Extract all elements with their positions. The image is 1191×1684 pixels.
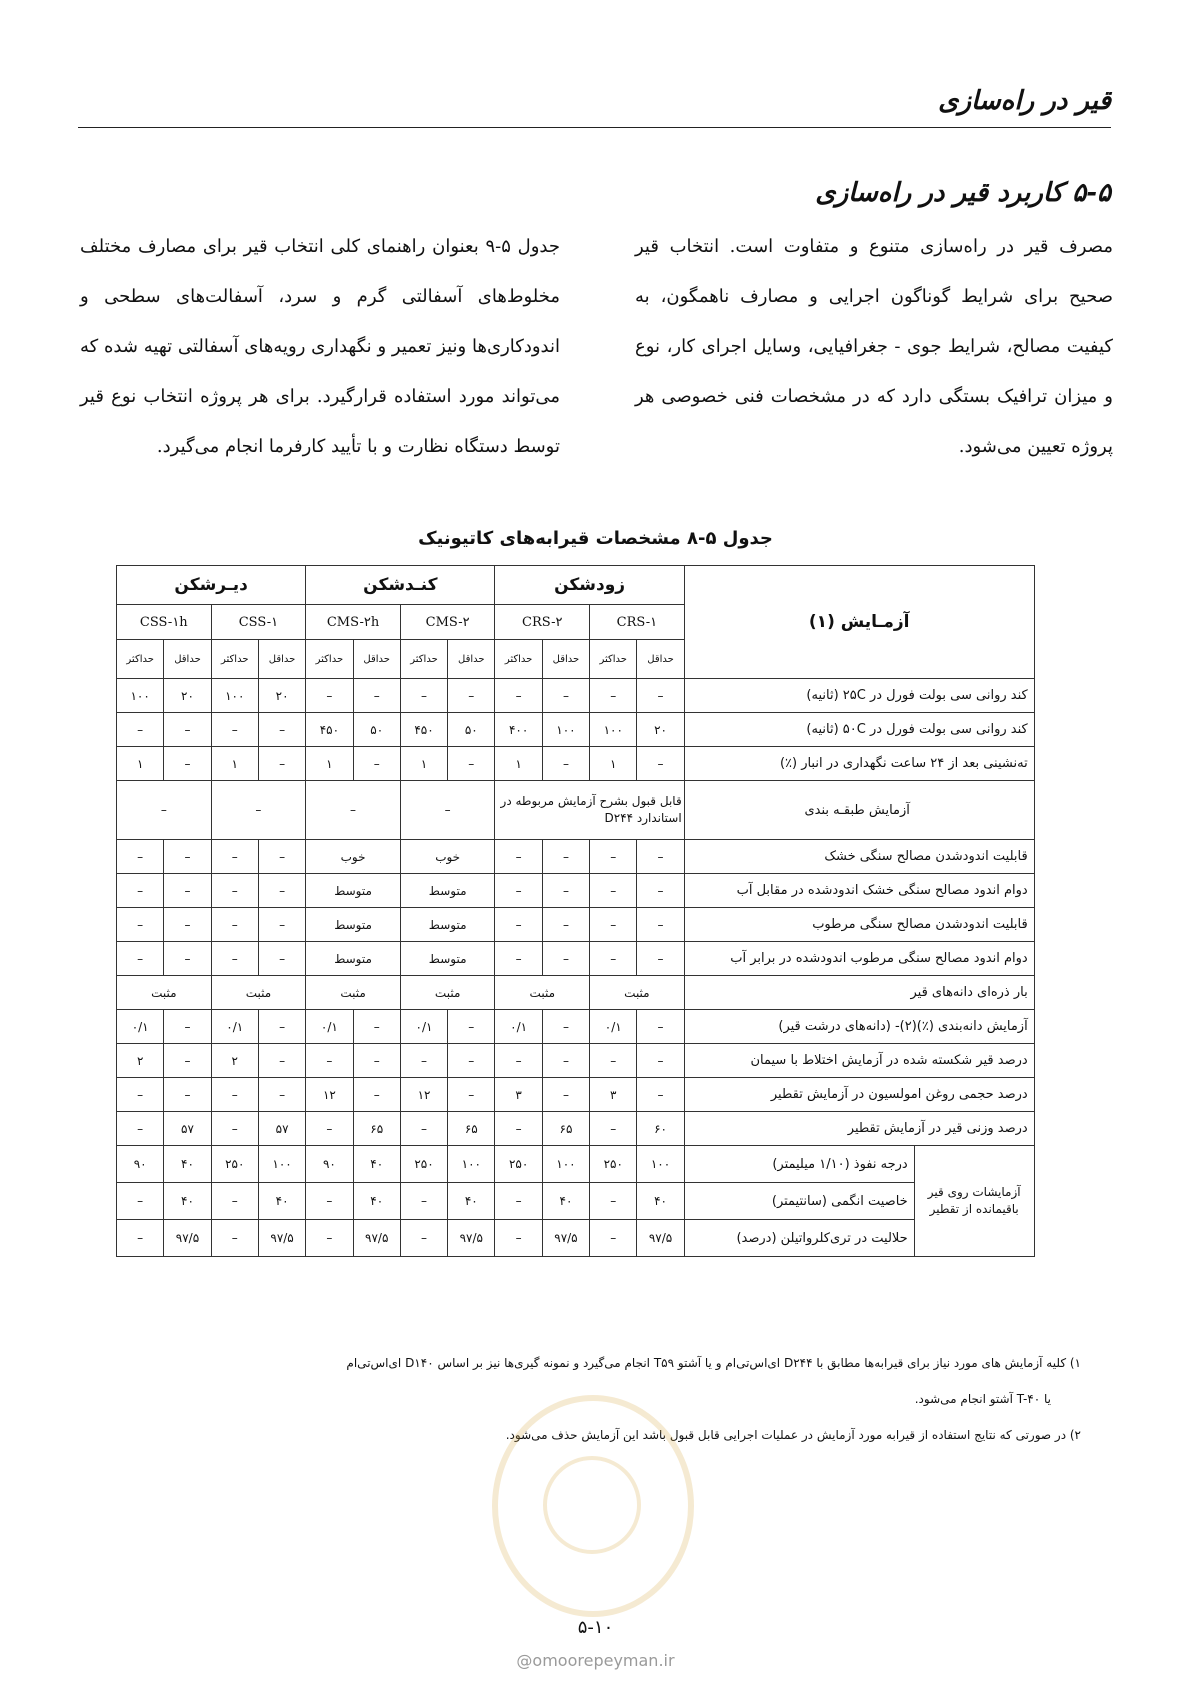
- value-cell: –: [495, 1183, 542, 1220]
- max-header: حداکثر: [211, 640, 258, 679]
- value-cell: ۴۰: [164, 1146, 211, 1183]
- value-cell: –: [542, 679, 589, 713]
- value-cell: –: [637, 874, 684, 908]
- table-row: [117, 713, 1035, 747]
- value-cell: ۴۰۰: [495, 713, 542, 747]
- value-cell: –: [211, 1183, 258, 1220]
- particle-charge-cell: مثبت: [400, 976, 495, 1010]
- value-cell: ۶۵: [542, 1112, 589, 1146]
- value-cell: ۰/۱: [590, 1010, 637, 1044]
- value-cell: متوسط: [306, 874, 401, 908]
- merged-cell: –: [117, 781, 212, 840]
- value-cell: خوب: [400, 840, 495, 874]
- table-row: [117, 747, 1035, 781]
- header-row-groups: [117, 566, 1035, 605]
- value-cell: –: [495, 840, 542, 874]
- value-cell: ۱۰۰: [448, 1146, 495, 1183]
- value-cell: ۵۷: [164, 1112, 211, 1146]
- value-cell: ۹۷/۵: [448, 1220, 495, 1257]
- row-label: کند روانی سی بولت فورل در ۲۵C (ثانیه): [684, 679, 1034, 713]
- value-cell: –: [258, 874, 305, 908]
- particle-charge-cell: مثبت: [495, 976, 590, 1010]
- value-cell: –: [306, 1183, 353, 1220]
- value-cell: –: [353, 1044, 400, 1078]
- value-cell: ۲۰: [258, 679, 305, 713]
- value-cell: –: [542, 908, 589, 942]
- footnote-2: ۲) در صورتی که نتایج استفاده از قیرابه مورد آزمایش در عملیات اجرایی قابل قبول باشد این آزمایش حذف می‌شود.: [505, 1428, 1081, 1442]
- row-label: قابلیت اندودشدن مصالح سنگی خشک: [684, 840, 1034, 874]
- value-cell: –: [590, 908, 637, 942]
- paragraph-left: جدول ۵-۹ بعنوان راهنمای کلی انتخاب قیر برای مصارف مختلف مخلوط‌های آسفالتی گرم و سرد، آسفالت‌های سطحی و اندودکاری‌ها ونیز تعمیر و نگهداری رویه‌های آسفالتی تهیه شده که می‌تواند مورد استفاده قرارگیرد. برای هر پروژه انتخاب نوع قیر توسط دستگاه نظارت و با تأیید کارفرما انجام می‌گیرد.: [80, 236, 560, 457]
- group-header: دیـرشکن: [117, 566, 306, 605]
- residue-row: [117, 1183, 1035, 1220]
- row-label: قابلیت اندودشدن مصالح سنگی مرطوب: [684, 908, 1034, 942]
- merged-cell: قابل قبول بشرح آزمایش مربوطه در استاندارد D۲۴۴: [495, 781, 684, 840]
- value-cell: ۰/۱: [495, 1010, 542, 1044]
- value-cell: ۲۵۰: [211, 1146, 258, 1183]
- value-cell: –: [495, 874, 542, 908]
- row-label: آزمایش دانه‌بندی (٪)(۲)- (دانه‌های درشت قیر): [684, 1010, 1034, 1044]
- row-label: دوام اندود مصالح سنگی خشک اندودشده در مقابل آب: [684, 874, 1034, 908]
- value-cell: –: [637, 1010, 684, 1044]
- value-cell: –: [542, 1010, 589, 1044]
- watermark-url: @omoorepeyman.ir: [516, 1651, 675, 1670]
- emulsion-type-header: CSS-۱: [211, 605, 306, 640]
- cationic-emulsion-spec-table: [116, 565, 1035, 1257]
- group-header: کنـدشکن: [306, 566, 495, 605]
- table-row: [117, 1010, 1035, 1044]
- value-cell: ۱: [590, 747, 637, 781]
- row-label: دوام اندود مصالح سنگی مرطوب اندودشده در برابر آب: [684, 942, 1034, 976]
- value-cell: –: [637, 840, 684, 874]
- value-cell: –: [637, 747, 684, 781]
- value-cell: ۹۷/۵: [164, 1220, 211, 1257]
- value-cell: ۴۰: [258, 1183, 305, 1220]
- min-header: حداقل: [542, 640, 589, 679]
- max-header: حداکثر: [590, 640, 637, 679]
- value-cell: –: [117, 874, 164, 908]
- value-cell: –: [495, 908, 542, 942]
- value-cell: ۰/۱: [306, 1010, 353, 1044]
- value-cell: ۱۰۰: [542, 1146, 589, 1183]
- value-cell: ۶۵: [353, 1112, 400, 1146]
- value-cell: خوب: [306, 840, 401, 874]
- max-header: حداکثر: [495, 640, 542, 679]
- value-cell: –: [400, 679, 447, 713]
- value-cell: –: [542, 874, 589, 908]
- value-cell: –: [448, 1010, 495, 1044]
- value-cell: ۲۰: [637, 713, 684, 747]
- value-cell: –: [353, 679, 400, 713]
- value-cell: ۴۰: [164, 1183, 211, 1220]
- merged-cell: –: [306, 781, 401, 840]
- value-cell: –: [353, 1010, 400, 1044]
- table-row: [117, 679, 1035, 713]
- value-cell: –: [590, 1183, 637, 1220]
- value-cell: –: [353, 1078, 400, 1112]
- table-row: [117, 1044, 1035, 1078]
- value-cell: –: [258, 747, 305, 781]
- residue-group-label: آزمایشات روی قیر باقیمانده از تقطیر: [914, 1146, 1034, 1257]
- value-cell: –: [211, 1112, 258, 1146]
- value-cell: –: [211, 840, 258, 874]
- value-cell: –: [448, 1044, 495, 1078]
- section-title: ۵-۵ کاربرد قیر در راه‌سازی: [815, 178, 1111, 208]
- value-cell: ۱: [400, 747, 447, 781]
- row-label: درجه نفوذ (۱/۱۰ میلیمتر): [684, 1146, 914, 1183]
- value-cell: ۰/۱: [400, 1010, 447, 1044]
- value-cell: –: [117, 1112, 164, 1146]
- value-cell: –: [117, 942, 164, 976]
- value-cell: متوسط: [306, 942, 401, 976]
- value-cell: ۳: [590, 1078, 637, 1112]
- emulsion-type-header: CMS-۲: [400, 605, 495, 640]
- value-cell: –: [306, 679, 353, 713]
- value-cell: –: [164, 840, 211, 874]
- value-cell: –: [542, 747, 589, 781]
- value-cell: ۱: [117, 747, 164, 781]
- value-cell: –: [211, 1078, 258, 1112]
- value-cell: –: [542, 942, 589, 976]
- table-row: [117, 781, 1035, 840]
- min-header: حداقل: [164, 640, 211, 679]
- value-cell: ۲۰: [164, 679, 211, 713]
- table-row: [117, 1112, 1035, 1146]
- value-cell: –: [211, 874, 258, 908]
- value-cell: ۹۷/۵: [637, 1220, 684, 1257]
- value-cell: –: [117, 1183, 164, 1220]
- value-cell: –: [164, 747, 211, 781]
- min-header: حداقل: [258, 640, 305, 679]
- value-cell: ۱۰۰: [258, 1146, 305, 1183]
- value-cell: ۲: [117, 1044, 164, 1078]
- row-label: کند روانی سی بولت فورل در ۵۰C (ثانیه): [684, 713, 1034, 747]
- row-label: درصد قیر شکسته شده در آزمایش اختلاط با سیمان: [684, 1044, 1034, 1078]
- value-cell: –: [353, 747, 400, 781]
- value-cell: –: [400, 1112, 447, 1146]
- value-cell: متوسط: [306, 908, 401, 942]
- value-cell: –: [164, 713, 211, 747]
- emulsion-type-header: CRS-۱: [590, 605, 685, 640]
- value-cell: ۹۰: [117, 1146, 164, 1183]
- value-cell: –: [495, 1220, 542, 1257]
- value-cell: ۵۰: [448, 713, 495, 747]
- merged-cell: –: [211, 781, 306, 840]
- value-cell: –: [637, 942, 684, 976]
- value-cell: –: [258, 908, 305, 942]
- value-cell: ۱: [495, 747, 542, 781]
- table-row: [117, 976, 1035, 1010]
- value-cell: –: [542, 840, 589, 874]
- watermark-seal-logo: [492, 1395, 694, 1617]
- value-cell: ۴۵۰: [400, 713, 447, 747]
- value-cell: –: [590, 679, 637, 713]
- value-cell: –: [258, 1010, 305, 1044]
- value-cell: –: [258, 1044, 305, 1078]
- value-cell: –: [258, 840, 305, 874]
- value-cell: –: [117, 713, 164, 747]
- value-cell: ۴۰: [353, 1183, 400, 1220]
- max-header: حداکثر: [117, 640, 164, 679]
- residue-row: [117, 1146, 1035, 1183]
- test-column-header: آزمـایش (۱): [684, 566, 1034, 679]
- value-cell: –: [495, 942, 542, 976]
- value-cell: ۴۰: [542, 1183, 589, 1220]
- value-cell: –: [542, 1078, 589, 1112]
- value-cell: –: [400, 1044, 447, 1078]
- value-cell: –: [637, 679, 684, 713]
- value-cell: ۹۰: [306, 1146, 353, 1183]
- value-cell: –: [306, 1220, 353, 1257]
- value-cell: –: [495, 679, 542, 713]
- value-cell: –: [495, 1044, 542, 1078]
- group-header: زودشکن: [495, 566, 684, 605]
- value-cell: –: [590, 874, 637, 908]
- value-cell: ۶۰: [637, 1112, 684, 1146]
- footnote-1-continued: یا T-۴۰ آشتو انجام می‌شود.: [914, 1392, 1051, 1406]
- row-label: بار ذره‌ای دانه‌های قیر: [684, 976, 1034, 1010]
- value-cell: ۵۰: [353, 713, 400, 747]
- value-cell: –: [117, 1220, 164, 1257]
- value-cell: –: [164, 1044, 211, 1078]
- value-cell: ۴۵۰: [306, 713, 353, 747]
- min-header: حداقل: [637, 640, 684, 679]
- row-label: آزمایش طبقـه بندی: [684, 781, 1034, 840]
- value-cell: ۱۰۰: [590, 713, 637, 747]
- table-row: [117, 908, 1035, 942]
- row-label: خاصیت انگمی (سانتیمتر): [684, 1183, 914, 1220]
- value-cell: ۱۰۰: [542, 713, 589, 747]
- value-cell: ۱۰۰: [211, 679, 258, 713]
- value-cell: –: [637, 1078, 684, 1112]
- min-header: حداقل: [353, 640, 400, 679]
- value-cell: ۳: [495, 1078, 542, 1112]
- table-caption: جدول ۵-۸ مشخصات قیرابه‌های کاتیونیک: [418, 528, 773, 549]
- value-cell: –: [590, 1044, 637, 1078]
- emulsion-type-header: CRS-۲: [495, 605, 590, 640]
- row-label: حلالیت در تری‌کلرواتیلن (درصد): [684, 1220, 914, 1257]
- min-header: حداقل: [448, 640, 495, 679]
- particle-charge-cell: مثبت: [117, 976, 212, 1010]
- value-cell: ۹۷/۵: [258, 1220, 305, 1257]
- table-row: [117, 874, 1035, 908]
- page-header-title: قیر در راه‌سازی: [938, 86, 1111, 116]
- value-cell: –: [590, 942, 637, 976]
- value-cell: –: [306, 1112, 353, 1146]
- value-cell: –: [211, 713, 258, 747]
- value-cell: ۱۲: [306, 1078, 353, 1112]
- value-cell: –: [164, 908, 211, 942]
- table-row: [117, 1078, 1035, 1112]
- max-header: حداکثر: [400, 640, 447, 679]
- value-cell: متوسط: [400, 874, 495, 908]
- value-cell: ۲: [211, 1044, 258, 1078]
- value-cell: –: [590, 840, 637, 874]
- value-cell: –: [306, 1044, 353, 1078]
- value-cell: ۰/۱: [211, 1010, 258, 1044]
- value-cell: –: [117, 840, 164, 874]
- max-header: حداکثر: [306, 640, 353, 679]
- value-cell: متوسط: [400, 908, 495, 942]
- table-row: [117, 840, 1035, 874]
- value-cell: ۲۵۰: [590, 1146, 637, 1183]
- value-cell: متوسط: [400, 942, 495, 976]
- value-cell: –: [637, 908, 684, 942]
- value-cell: –: [258, 1078, 305, 1112]
- value-cell: –: [400, 1220, 447, 1257]
- value-cell: –: [164, 942, 211, 976]
- value-cell: –: [637, 1044, 684, 1078]
- value-cell: –: [590, 1220, 637, 1257]
- value-cell: ۱۲: [400, 1078, 447, 1112]
- emulsion-type-header: CMS-۲h: [306, 605, 401, 640]
- value-cell: ۴۰: [353, 1146, 400, 1183]
- value-cell: –: [211, 908, 258, 942]
- residue-row: [117, 1220, 1035, 1257]
- particle-charge-cell: مثبت: [306, 976, 401, 1010]
- value-cell: –: [448, 679, 495, 713]
- value-cell: –: [164, 874, 211, 908]
- value-cell: ۱: [211, 747, 258, 781]
- particle-charge-cell: مثبت: [211, 976, 306, 1010]
- value-cell: –: [495, 1112, 542, 1146]
- value-cell: –: [117, 908, 164, 942]
- value-cell: ۲۵۰: [495, 1146, 542, 1183]
- row-label: درصد وزنی قیر در آزمایش تقطیر: [684, 1112, 1034, 1146]
- value-cell: –: [542, 1044, 589, 1078]
- value-cell: ۴۰: [637, 1183, 684, 1220]
- value-cell: –: [448, 1078, 495, 1112]
- row-label: درصد حجمی روغن امولسیون در آزمایش تقطیر: [684, 1078, 1034, 1112]
- value-cell: ۶۵: [448, 1112, 495, 1146]
- value-cell: –: [211, 942, 258, 976]
- row-label: ته‌نشینی بعد از ۲۴ ساعت نگهداری در انبار (٪): [684, 747, 1034, 781]
- value-cell: ۱۰۰: [117, 679, 164, 713]
- value-cell: ۹۷/۵: [542, 1220, 589, 1257]
- value-cell: ۴۰: [448, 1183, 495, 1220]
- value-cell: –: [164, 1078, 211, 1112]
- value-cell: –: [117, 1078, 164, 1112]
- emulsion-type-header: CSS-۱h: [117, 605, 212, 640]
- value-cell: –: [400, 1183, 447, 1220]
- value-cell: ۲۵۰: [400, 1146, 447, 1183]
- merged-cell: –: [400, 781, 495, 840]
- value-cell: –: [448, 747, 495, 781]
- header-rule: [78, 127, 1111, 128]
- value-cell: –: [258, 713, 305, 747]
- value-cell: ۹۷/۵: [353, 1220, 400, 1257]
- value-cell: ۰/۱: [117, 1010, 164, 1044]
- value-cell: –: [590, 1112, 637, 1146]
- page-number: ۵-۱۰: [577, 1617, 614, 1638]
- paragraph-right: مصرف قیر در راه‌سازی متنوع و متفاوت است. انتخاب قیر صحیح برای شرایط گوناگون اجرایی و مصارف ناهمگون، به کیفیت مصالح، شرایط جوی - جغرافیایی، وسایل اجرای کار، نوع و میزان ترافیک بستگی دارد که در مشخصات فنی خصوصی هر پروژه تعیین می‌شود.: [635, 236, 1113, 457]
- table-row: [117, 942, 1035, 976]
- value-cell: –: [211, 1220, 258, 1257]
- value-cell: ۱۰۰: [637, 1146, 684, 1183]
- value-cell: –: [164, 1010, 211, 1044]
- value-cell: ۱: [306, 747, 353, 781]
- value-cell: ۵۷: [258, 1112, 305, 1146]
- footnote-1: ۱) کلیه آزمایش های مورد نیاز برای قیرابه‌ها مطابق با D۲۴۴ ای‌اس‌تی‌ام و یا آشتو T۵۹ انجام می‌گیرد و نمونه گیری‌ها نیز بر اساس D۱۴۰ ای‌اس‌تی‌ام: [346, 1356, 1081, 1370]
- particle-charge-cell: مثبت: [590, 976, 685, 1010]
- value-cell: –: [258, 942, 305, 976]
